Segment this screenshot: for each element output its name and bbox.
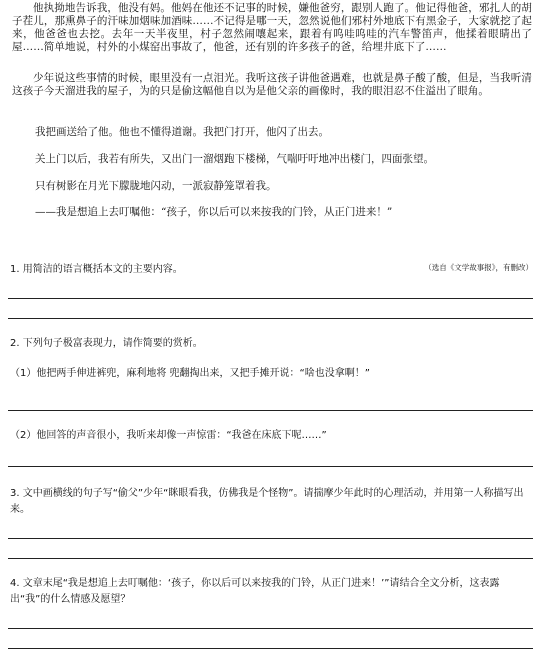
passage-paragraph-1: 他执拗地告诉我，他没有妈。他妈在他还不记事的时候，嫌他爸穷，跟别人跑了。他记得他爸，邪扎人的胡子茬儿，那熏鼻子的汗味加烟味加酒味……不记得是哪一天，忽然说他们邪村外地底下有黑金子，大家就挖了起来，他爸爸也去挖。去年一天半夜里，村子忽然闹嚷起来，跟着有呜哇呜哇的汽车警笛声，他揉着眼睛出了屋……简单地说，村外的小煤窑出事故了，他爸，还有别的许多孩子的爸，给埋井底下了…… <box>12 2 532 53</box>
passage-paragraph-4: 关上门以后，我若有所失，又出门一溜烟跑下楼梯，气喘吁吁地冲出楼门，四面张望。 <box>35 153 434 165</box>
passage-paragraph-3: 我把画送给了他。他也不懂得道谢。我把门打开，他闪了出去。 <box>35 126 329 138</box>
passage-paragraph-5: 只有树影在月光下朦胧地闪动，一派寂静笼罩着我。 <box>35 180 277 192</box>
question-2-item-2: （2）他回答的声音很小，我听来却像一声惊雷：“我爸在床底下呢……” <box>10 430 327 441</box>
answer-line <box>8 648 533 649</box>
question-4: 4. 文章末尾“我是想追上去叮嘱他：‘孩子，你以后可以来按我的门铃，从正门进来！’”请结合全文分析，这表露出“我”的什么情感及愿望？ <box>10 578 500 605</box>
passage-paragraph-6: ——我是想追上去叮嘱他：“孩子，你以后可以来按我的门铃，从正门进来！” <box>35 206 393 218</box>
question-3: 3. 文中画横线的句子写“偷父”少年“眯眼看我，仿佛我是个怪物”。请揣摩少年此时的心理活动，并用第一人称描写出来。 <box>10 488 524 515</box>
answer-line <box>8 558 533 559</box>
passage-paragraph-2: 少年说这些事情的时候，眼里没有一点泪光。我听这孩子讲他爸遇难，也就是鼻子酸了酸，但是，当我听清这孩子今天溜进我的屋子，为的只是偷这幅他自以为是他父亲的画像时，我的眼泪忍不住溢出了眼角。 <box>12 72 532 97</box>
answer-line <box>8 466 533 467</box>
answer-line <box>8 410 533 411</box>
source-citation: （选自《文学故事报》，有删改） <box>424 263 533 272</box>
question-2-item-1: （1）他把两手伸进裤兜，麻利地将 兜翻掏出来，又把手摊开说：“啥也没拿啊！” <box>10 368 370 379</box>
answer-line <box>8 318 533 319</box>
question-1: 1. 用简洁的语言概括本文的主要内容。 <box>10 264 183 275</box>
question-2: 2. 下列句子极富表现力，请作简要的赏析。 <box>10 338 203 349</box>
answer-line <box>8 538 533 539</box>
answer-line <box>8 628 533 629</box>
answer-line <box>8 298 533 299</box>
